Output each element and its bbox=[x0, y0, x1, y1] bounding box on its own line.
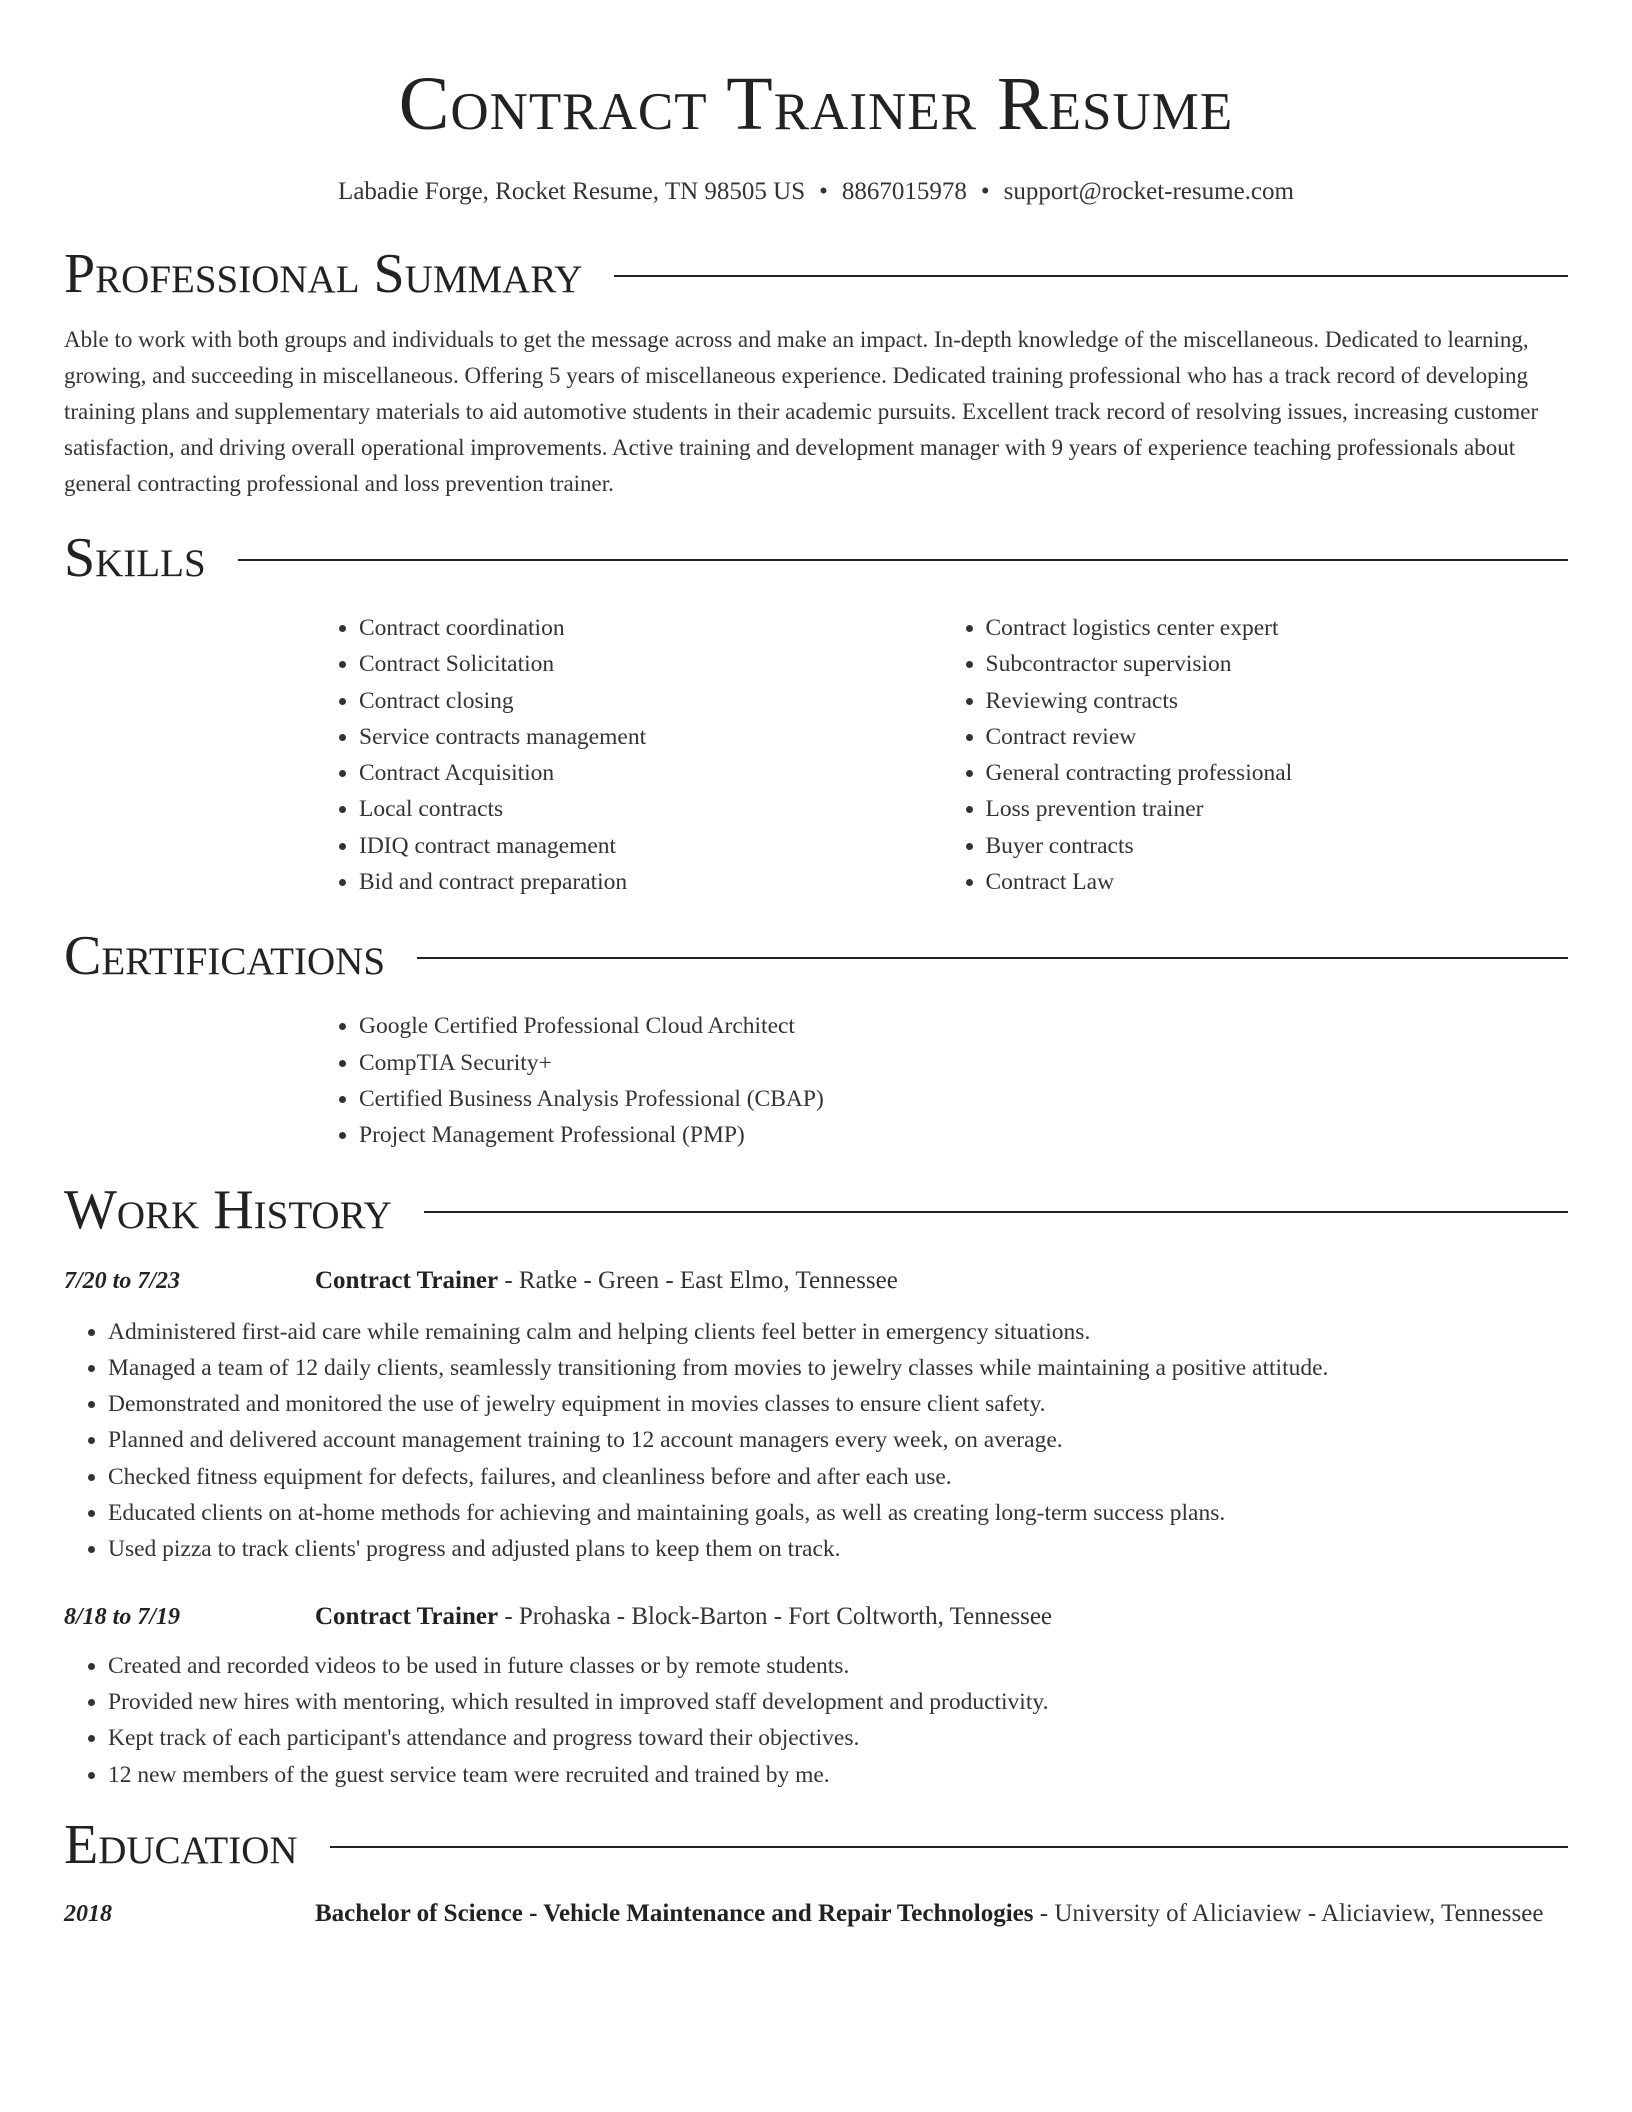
certification-item: • Certified Business Analysis Professional (CBAP) bbox=[359, 1081, 1568, 1117]
job-bullet: • Checked fitness equipment for defects, failures, and cleanliness before and after each use. bbox=[108, 1459, 1568, 1495]
job-employer: - Prohaska - Block-Barton - Fort Coltworth, Tennessee bbox=[498, 1602, 1053, 1630]
job-bullet: • Administered first-aid care while remaining calm and helping clients feel better in emergency situations. bbox=[108, 1314, 1568, 1350]
skill-item: • Contract Acquisition bbox=[359, 755, 942, 791]
skills-column-right bbox=[942, 610, 1569, 900]
certification-item: • CompTIA Security+ bbox=[359, 1045, 1568, 1081]
skills-section-header bbox=[64, 527, 1568, 589]
skill-item: • Contract Law bbox=[986, 864, 1569, 900]
certifications-list bbox=[315, 1008, 1568, 1153]
skill-item: • Contract closing bbox=[359, 683, 942, 719]
job-bullet: • Educated clients on at-home methods for achieving and maintaining goals, as well as creating long-term success plans. bbox=[108, 1495, 1568, 1531]
summary-text: Able to work with both groups and individuals to get the message across and make an impact. In-depth knowledge of the miscellaneous. Dedicated to learning, growing, and succeeding in miscellaneous. Offering 5 years of miscellaneous experience. Dedicated training professional who has a track record of developing training plans and supplementary materials to aid automotive students in their academic pursuits. Excellent track record of resolving issues, increasing customer satisfaction, and driving overall operational improvements. Active training and development manager with 9 years of experience teaching professionals about general contracting professional and loss prevention trainer. bbox=[64, 327, 1539, 496]
section-divider bbox=[330, 1846, 1568, 1848]
skill-item: • General contracting professional bbox=[986, 755, 1569, 791]
section-divider bbox=[417, 957, 1568, 959]
work-history-section-header bbox=[64, 1178, 1568, 1241]
job-title: Contract Trainer bbox=[315, 1266, 499, 1294]
job-heading bbox=[315, 1598, 1052, 1636]
job-bullets bbox=[64, 1314, 1568, 1568]
skill-item: • Contract logistics center expert bbox=[986, 610, 1569, 646]
job-bullet: • Created and recorded videos to be used in future classes or by remote students. bbox=[108, 1648, 1568, 1684]
skill-item: • Contract review bbox=[986, 719, 1569, 755]
skill-item: • Buyer contracts bbox=[986, 828, 1569, 864]
job-title: Contract Trainer bbox=[315, 1602, 499, 1630]
contact-address: Labadie Forge, Rocket Resume, TN 98505 US bbox=[338, 178, 806, 205]
job-bullet: • Demonstrated and monitored the use of jewelry equipment in movies classes to ensure client safety. bbox=[108, 1386, 1568, 1422]
education-section-header bbox=[64, 1813, 1568, 1876]
job-employer: - Ratke - Green - East Elmo, Tennessee bbox=[498, 1266, 898, 1294]
skill-item: • Bid and contract preparation bbox=[359, 864, 942, 900]
summary-heading: Professional Summary bbox=[64, 243, 583, 305]
contact-line bbox=[64, 178, 1568, 206]
education-entry bbox=[64, 1895, 1568, 1933]
skill-item: • Subcontractor supervision bbox=[986, 646, 1569, 682]
job-dates: 8/18 to 7/19 bbox=[64, 1603, 181, 1630]
section-divider bbox=[424, 1211, 1568, 1213]
certification-item: • Google Certified Professional Cloud Architect bbox=[359, 1008, 1568, 1044]
skill-item: • Reviewing contracts bbox=[986, 683, 1569, 719]
contact-email[interactable]: support@rocket-resume.com bbox=[1003, 178, 1294, 205]
job-bullet: • Planned and delivered account management training to 12 account managers every week, on average. bbox=[108, 1422, 1568, 1458]
skill-item: • IDIQ contract management bbox=[359, 828, 942, 864]
job-bullet: • Used pizza to track clients' progress and adjusted plans to keep them on track. bbox=[108, 1531, 1568, 1567]
contact-separator: • bbox=[980, 178, 990, 205]
job-dates: 7/20 to 7/23 bbox=[64, 1267, 181, 1294]
job-bullet: • Kept track of each participant's attendance and progress toward their objectives. bbox=[108, 1720, 1568, 1756]
job-bullet: • Managed a team of 12 daily clients, seamlessly transitioning from movies to jewelry classes while maintaining a positive attitude. bbox=[108, 1350, 1568, 1386]
education-heading: Education bbox=[64, 1813, 298, 1876]
job-entry bbox=[64, 1262, 1568, 1568]
section-divider bbox=[614, 275, 1568, 277]
job-bullets bbox=[64, 1648, 1568, 1793]
education-degree: Bachelor of Science - Vehicle Maintenance and Repair Technologies bbox=[315, 1899, 1034, 1927]
contact-phone: 8867015978 bbox=[841, 178, 967, 205]
skills-list bbox=[315, 610, 1568, 900]
section-divider bbox=[238, 559, 1568, 561]
certifications-section-header bbox=[64, 925, 1568, 988]
skill-item: • Contract Solicitation bbox=[359, 646, 942, 682]
certifications-heading: Certifications bbox=[64, 925, 386, 988]
summary-section-header bbox=[64, 243, 1568, 305]
job-entry bbox=[64, 1598, 1568, 1793]
resume-title: Contract Trainer Resume bbox=[398, 62, 1234, 146]
skill-item: • Local contracts bbox=[359, 791, 942, 827]
resume-page bbox=[64, 0, 1568, 1933]
education-year: 2018 bbox=[64, 1900, 112, 1927]
contact-separator: • bbox=[819, 178, 828, 205]
job-bullet: • Provided new hires with mentoring, which resulted in improved staff development and productivity. bbox=[108, 1684, 1568, 1720]
skill-item: • Contract coordination bbox=[359, 610, 942, 646]
education-school: - University of Aliciaview - Aliciaview, Tennessee bbox=[1033, 1899, 1544, 1927]
skills-column-left bbox=[315, 610, 942, 900]
certification-item: • Project Management Professional (PMP) bbox=[359, 1117, 1568, 1153]
work-history-heading: Work History bbox=[64, 1178, 392, 1241]
skill-item: • Service contracts management bbox=[359, 719, 942, 755]
job-bullet: • 12 new members of the guest service team were recruited and trained by me. bbox=[108, 1757, 1568, 1793]
job-heading bbox=[315, 1262, 898, 1300]
skill-item: • Loss prevention trainer bbox=[986, 791, 1569, 827]
education-heading-line bbox=[315, 1895, 1543, 1933]
skills-heading: Skills bbox=[64, 527, 206, 589]
